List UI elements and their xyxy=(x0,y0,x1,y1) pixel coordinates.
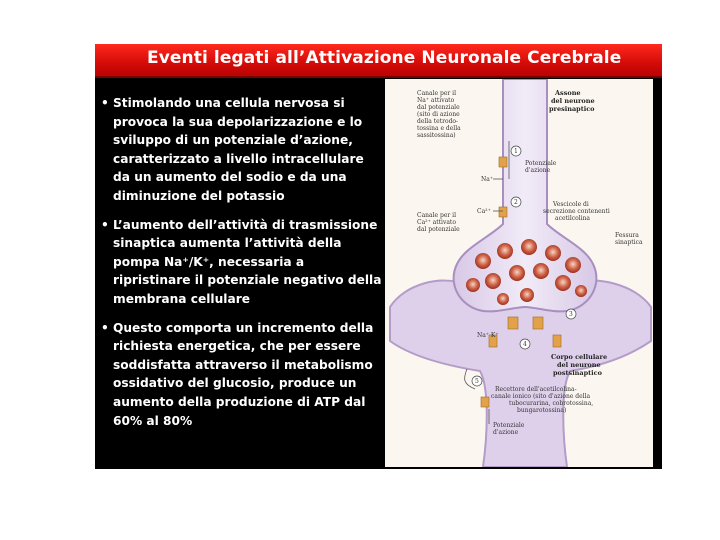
bullet-dot-icon: • xyxy=(101,217,109,232)
bullet-text: Questo comporta un incremento della richiesta energetica, che per essere soddisfatta attraverso il metabolismo ossidativo del glucosio, produce un aumento della produzione di ATP dal 60% al 80% xyxy=(113,320,374,428)
svg-text:dal potenziale: dal potenziale xyxy=(417,226,460,233)
ap-top-label xyxy=(525,160,557,174)
svg-text:acetilcolina: acetilcolina xyxy=(555,215,590,222)
ca-ion-label: Ca²⁺ xyxy=(477,208,491,215)
svg-text:sinaptica: sinaptica xyxy=(615,239,643,246)
svg-text:(sito di azione: (sito di azione xyxy=(417,111,460,118)
vesicle xyxy=(485,273,501,289)
svg-text:Fessura: Fessura xyxy=(615,232,639,239)
svg-text:Recettore dell'acetilcolina-: Recettore dell'acetilcolina- xyxy=(495,386,577,393)
bullet-dot-icon: • xyxy=(101,320,109,335)
vesicle xyxy=(575,285,587,297)
ca-channel xyxy=(499,207,507,217)
svg-text:del neurone: del neurone xyxy=(557,361,601,369)
svg-text:canale ionico (sito d'azione d: canale ionico (sito d'azione della xyxy=(491,393,591,400)
svg-text:d'azione: d'azione xyxy=(525,167,551,174)
svg-text:Ca²⁺ attivato: Ca²⁺ attivato xyxy=(417,219,456,226)
svg-text:presinaptico: presinaptico xyxy=(549,105,595,113)
vesicle xyxy=(520,288,534,302)
vesicle xyxy=(545,245,561,261)
ach-receptor xyxy=(533,317,543,329)
step-3-label: 3 xyxy=(569,311,573,318)
cell-body-label xyxy=(551,353,607,377)
svg-text:sassitossina): sassitossina) xyxy=(417,132,456,139)
svg-text:del neurone: del neurone xyxy=(551,97,595,105)
svg-text:dal potenziale: dal potenziale xyxy=(417,104,460,111)
svg-text:secrezione contenenti: secrezione contenenti xyxy=(543,208,610,215)
svg-text:Na⁺ attivato: Na⁺ attivato xyxy=(417,97,455,104)
svg-text:postsinaptico: postsinaptico xyxy=(553,369,602,377)
na-ion-label: Na⁺ xyxy=(481,176,493,183)
bullet-dot-icon: • xyxy=(101,96,109,110)
svg-text:Canale per il: Canale per il xyxy=(417,212,456,219)
synapse-figure xyxy=(385,79,653,467)
bullet-list xyxy=(101,94,383,440)
step-2-label: 2 xyxy=(514,199,518,206)
svg-text:Canale per il: Canale per il xyxy=(417,90,456,97)
vesicle xyxy=(521,239,537,255)
vesicle xyxy=(497,293,509,305)
na-k-label: Na⁺ K⁺ xyxy=(477,332,499,339)
svg-text:bungarotossina): bungarotossina) xyxy=(517,407,567,414)
bullet-item xyxy=(101,94,383,206)
bullet-text: Stimolando una cellula nervosa si provoca la sua depolarizzazione e lo sviluppo di un potenziale d’azione, caratterizzato a livello intracellulare da un aumento del sodio e da una diminuzione del potassio xyxy=(113,96,364,203)
bullet-item xyxy=(101,216,383,309)
bullet-item xyxy=(101,319,383,431)
postsynaptic-neuron xyxy=(390,281,651,467)
svg-text:tossina e della: tossina e della xyxy=(417,125,461,132)
svg-text:tubocurarina, cobrotossina,: tubocurarina, cobrotossina, xyxy=(509,400,594,407)
svg-text:d'azione: d'azione xyxy=(493,429,519,436)
svg-text:Assone: Assone xyxy=(555,89,581,97)
ach-receptor xyxy=(553,335,561,347)
na-channel-label xyxy=(417,90,461,139)
slide xyxy=(95,44,662,469)
step-1-label: 1 xyxy=(514,148,518,155)
na-channel-postsynaptic xyxy=(481,397,489,407)
svg-text:Potenziale: Potenziale xyxy=(493,422,525,429)
title-bar xyxy=(95,44,662,78)
vesicle xyxy=(466,278,480,292)
ca-channel-label xyxy=(417,212,460,233)
vesicle xyxy=(555,275,571,291)
synapse-diagram xyxy=(385,79,653,467)
vesicle xyxy=(475,253,491,269)
step-4-label: 4 xyxy=(523,341,527,348)
step-5-label: 5 xyxy=(475,378,479,385)
svg-text:Vescicole di: Vescicole di xyxy=(553,201,589,208)
presynaptic-axon xyxy=(454,79,597,311)
vesicle xyxy=(509,265,525,281)
slide-title: Eventi legati all’Attivazione Neuronale Cerebrale xyxy=(147,48,622,68)
cleft-label xyxy=(615,232,643,246)
axon-label xyxy=(549,89,595,113)
na-channel xyxy=(499,157,507,167)
vesicle xyxy=(497,243,513,259)
vesicle xyxy=(533,263,549,279)
vesicles-label xyxy=(543,201,610,222)
bullet-text: L’aumento dell’attività di trasmissione sinaptica aumenta l’attività della pompa Na⁺/K⁺, necessaria a ripristinare il potenziale negativo della membrana cellulare xyxy=(113,217,382,306)
svg-text:Corpo cellulare: Corpo cellulare xyxy=(551,353,608,361)
ach-receptor xyxy=(508,317,518,329)
vesicle xyxy=(565,257,581,273)
svg-text:Potenziale: Potenziale xyxy=(525,160,557,167)
svg-text:della tetrodo-: della tetrodo- xyxy=(417,118,459,125)
